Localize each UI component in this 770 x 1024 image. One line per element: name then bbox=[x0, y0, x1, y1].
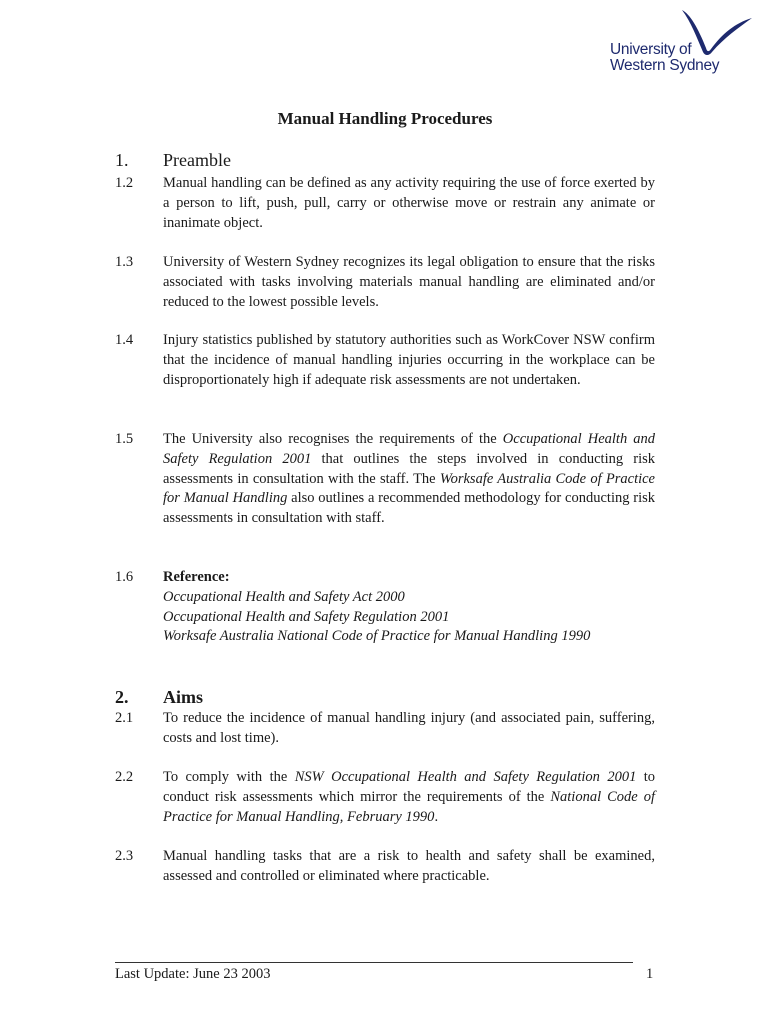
paragraph-1-6 bbox=[115, 568, 655, 647]
paragraph-number: 2.2 bbox=[115, 769, 134, 785]
paragraph-2-3 bbox=[115, 847, 655, 887]
paragraph-number: 2.3 bbox=[115, 848, 134, 864]
paragraph-2-1 bbox=[115, 709, 655, 749]
paragraph-text: To comply with the NSW Occupational Health and Safety Regulation 2001 to conduct risk assessments which mirror the requirements of the National Code of Practice for Manual Handling, February 1990. bbox=[163, 769, 656, 825]
reference-item: Occupational Health and Safety Regulation 2001 bbox=[163, 608, 450, 625]
section-title: Aims bbox=[163, 687, 203, 707]
logo-line-2: Western Sydney bbox=[610, 57, 720, 74]
paragraph-number: 1.6 bbox=[115, 569, 134, 585]
code-title: Worksafe Australia Code of Practice for Manual Handling bbox=[163, 470, 655, 507]
paragraph-text: Manual handling tasks that are a risk to health and safety shall be examined, assessed and controlled or eliminated where practicable. bbox=[163, 848, 655, 884]
paragraph-1-2 bbox=[115, 174, 655, 233]
reference-list bbox=[163, 568, 655, 647]
section-number: 2. bbox=[115, 687, 129, 707]
paragraph-number: 1.3 bbox=[115, 254, 134, 270]
reference-item: Worksafe Australia National Code of Practice for Manual Handling 1990 bbox=[163, 628, 591, 645]
paragraph-text: The University also recognises the requirements of the Occupational Health and Safety Regulation 2001 that outlines the steps involved in conducting risk assessments in consultation with the staff. The Worksafe Australia Code of Practice for Manual Handling also outlines a recommended methodology for conducting risk assessments in consultation with staff. bbox=[163, 431, 656, 527]
reference-heading: Reference: bbox=[163, 569, 230, 585]
logo-line-1: University of bbox=[610, 41, 692, 58]
page-number: 1 bbox=[646, 966, 654, 982]
footer-divider bbox=[115, 962, 633, 963]
paragraph-1-5 bbox=[115, 430, 655, 529]
paragraph-text: Injury statistics published by statutory authorities such as WorkCover NSW confirm that the incidence of manual handling injuries occurring in the workplace can be disproportionately high if adequate risk assessments are not undertaken. bbox=[163, 332, 655, 388]
section-title: Preamble bbox=[163, 150, 231, 170]
paragraph-text: To reduce the incidence of manual handling injury (and associated pain, suffering, costs and lost time). bbox=[163, 710, 655, 746]
reference-item: Occupational Health and Safety Act 2000 bbox=[163, 588, 405, 605]
paragraph-number: 1.2 bbox=[115, 175, 134, 191]
footer-last-update: Last Update: June 23 2003 bbox=[115, 966, 271, 982]
code-title: National Code of Practice for Manual Handling, February 1990 bbox=[163, 788, 655, 825]
paragraph-1-4 bbox=[115, 331, 655, 390]
university-logo bbox=[610, 8, 755, 78]
page-title: Manual Handling Procedures bbox=[277, 109, 493, 128]
paragraph-number: 1.5 bbox=[115, 431, 134, 447]
paragraph-number: 2.1 bbox=[115, 710, 134, 726]
regulation-title: NSW Occupational Health and Safety Regulation 2001 bbox=[294, 769, 637, 785]
paragraph-1-3 bbox=[115, 253, 655, 312]
paragraph-text: University of Western Sydney recognizes its legal obligation to ensure that the risks associated with tasks involving materials manual handling are eliminated and/or reduced to the lowest possible levels. bbox=[163, 254, 655, 310]
regulation-title: Occupational Health and Safety Regulation 2001 bbox=[163, 431, 655, 467]
paragraph-text: Manual handling can be defined as any activity requiring the use of force exerted by a person to lift, push, pull, carry or otherwise move or restrain any animate or inanimate object. bbox=[163, 175, 655, 231]
paragraph-2-2 bbox=[115, 768, 655, 827]
section-number: 1. bbox=[115, 150, 129, 170]
paragraph-number: 1.4 bbox=[115, 332, 134, 348]
